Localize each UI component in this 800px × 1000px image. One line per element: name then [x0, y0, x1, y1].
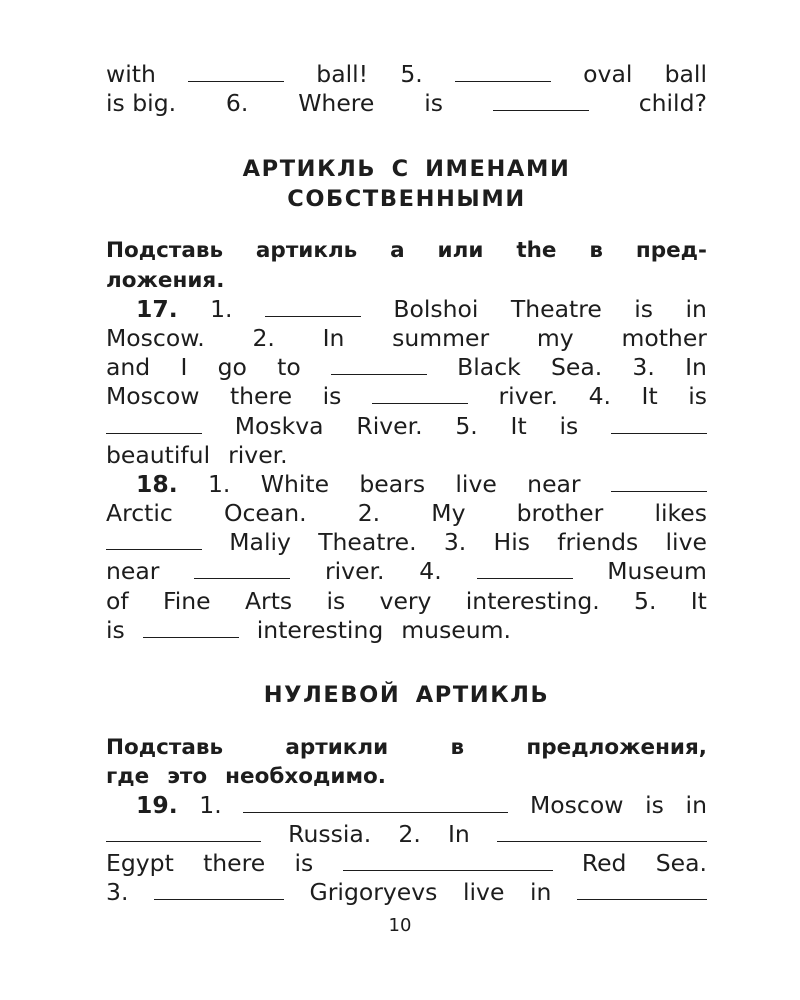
exercise-number: 18.: [136, 469, 178, 498]
exercise-18-line: 18. 1. White bears live near: [106, 470, 707, 499]
exercise-17-line: Moskva River. 5. It is: [106, 412, 707, 441]
text-line: with ball! 5. oval ball: [106, 60, 707, 88]
exercise-18-line: Maliy Theatre. 3. His friends live: [106, 528, 707, 557]
instruction-line: ложения.: [106, 267, 225, 293]
answer-blank[interactable]: [243, 794, 508, 813]
exercise-17-line: beautiful river.: [106, 440, 288, 469]
instruction-line: Подставь артикль a или the в пред-: [106, 238, 707, 264]
page-number: 10: [388, 915, 412, 936]
answer-blank[interactable]: [265, 298, 361, 317]
answer-blank[interactable]: [497, 823, 707, 842]
exercise-17-line: Moscow there is river. 4. It is: [106, 382, 707, 411]
answer-blank[interactable]: [372, 385, 468, 404]
exercise-19-line: 3. Grigoryevs live in: [106, 878, 707, 907]
exercise-17-line: 17. 1. Bolshoi Theatre is in: [136, 294, 707, 323]
answer-blank[interactable]: [493, 92, 589, 111]
answer-blank[interactable]: [194, 560, 290, 579]
answer-blank[interactable]: [611, 415, 707, 434]
exercise-18-line: near river. 4. Museum: [106, 557, 707, 586]
exercise-18-line: is interesting museum.: [106, 615, 512, 644]
exercise-number: 17.: [136, 294, 178, 323]
answer-blank[interactable]: [611, 473, 707, 492]
section-heading-proper-nouns: АРТИКЛЬ С ИМЕНАМИ СОБСТВЕННЫМИ: [242, 156, 571, 212]
section-heading-zero-article: НУЛЕВОЙ АРТИКЛЬ: [263, 682, 550, 708]
answer-blank[interactable]: [577, 881, 707, 900]
answer-blank[interactable]: [343, 852, 553, 871]
answer-blank[interactable]: [143, 619, 239, 638]
instruction-line: Подставь артикли в предложения,: [106, 734, 707, 760]
exercise-19-line: Egypt there is Red Sea.: [106, 849, 707, 878]
exercise-number: 19.: [136, 790, 178, 819]
exercise-19-line: 19. 1. Moscow is in: [136, 790, 707, 819]
exercise-17-line: Moscow. 2. In summer my mother: [106, 323, 707, 352]
exercise-18-line: Arctic Ocean. 2. My brother likes: [106, 499, 707, 528]
text-line: is big. 6. Where is child?: [106, 89, 707, 118]
exercise-17-line: and I go to Black Sea. 3. In: [106, 353, 707, 382]
answer-blank[interactable]: [106, 531, 202, 550]
exercise-18-line: of Fine Arts is very interesting. 5. It: [106, 586, 707, 615]
answer-blank[interactable]: [188, 63, 284, 82]
answer-blank[interactable]: [477, 560, 573, 579]
page-content: [106, 60, 707, 908]
answer-blank[interactable]: [331, 356, 427, 375]
instruction-line: где это необходимо.: [106, 763, 386, 789]
answer-blank[interactable]: [154, 881, 284, 900]
exercise-19-line: Russia. 2. In: [106, 820, 707, 849]
answer-blank[interactable]: [106, 415, 202, 434]
answer-blank[interactable]: [106, 823, 261, 842]
answer-blank[interactable]: [455, 63, 551, 82]
